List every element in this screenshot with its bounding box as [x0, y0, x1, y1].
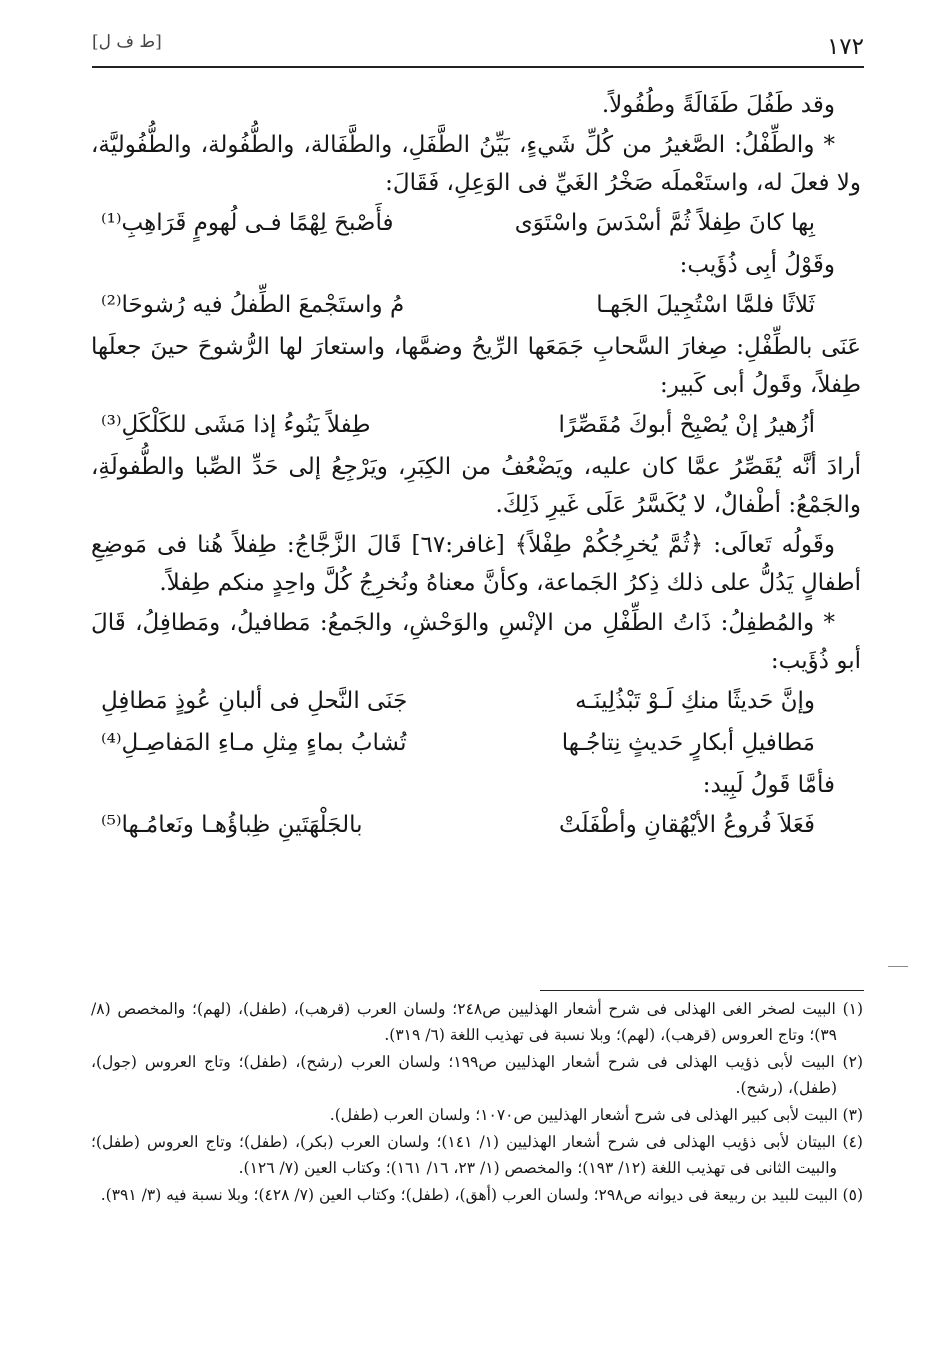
- paragraph: فأمَّا قَولُ لَبِيد:: [702, 772, 835, 798]
- hemistich-second: تُشابُ بماءٍ مِثلِ مـاءِ المَفاصِـلِ⁽⁴⁾: [101, 730, 407, 756]
- hemistich-first: بِها كانَ طِفلاً ثُمَّ أسْدَسَ واسْتَوَى: [514, 210, 815, 236]
- verse-line: [91, 204, 861, 242]
- footnote-rule: [540, 990, 864, 991]
- header-rule: [92, 66, 864, 68]
- hemistich-first: فَعَلاَ فُروعُ الأيْهُقانِ وأطْفَلَتْ: [559, 812, 815, 838]
- footnote: (٥) البيت للبيد بن ربيعة فى ديوانه ص٢٩٨؛ ولسان العرب (أهق)، (طفل)؛ وكتاب العين (٧/ ٤٢٨)؛ وبلا نسبة فيه (٣/ ٣٩١).: [100, 1186, 863, 1204]
- root-code: [ط ف ل]: [92, 32, 162, 52]
- footnote: (٤) البيتان لأبى ذؤيب الهذلى فى شرح أشعار الهذليين (١/ ١٤١)؛ ولسان العرب (بكر)، (طفل)؛ وتاج العروس (طفل)؛ والبيت الثانى فى تهذيب اللغة (١٢/ ١٩٣)؛ والمخصص (١/ ٢٣، ١٦/ ١٦١)؛ وكتاب العين (٧/ ١٢٦).: [91, 1133, 863, 1177]
- hemistich-second: طِفلاً يَنُوءُ إذا مَشَى للكَلْكَلِ⁽³⁾: [101, 412, 371, 438]
- hemistich-first: وإنَّ حَديثًا منكِ لَـوْ تَبْذُلِينَـه: [575, 688, 815, 714]
- hemistich-second: فأَصْبحَ لِهْمًا فـى لُهومٍ قَرَاهِبِ⁽¹⁾: [101, 210, 394, 236]
- paragraph: * والمُطفِلُ: ذَاتُ الطِّفْلِ من الإنْسِ والوَحْشِ، والجَمعُ: مَطافيلُ، ومَطافِلُ، قَالَ أبو ذُؤَيب:: [91, 610, 861, 674]
- verse-line: [91, 406, 861, 444]
- hemistich-second: بالجَلْهَتَينِ ظِباؤُهـا ونَعامُـها⁽⁵⁾: [101, 812, 363, 838]
- margin-mark: [888, 966, 908, 967]
- hemistich-first: أزُهيرُ إنْ يُصْبِحْ أبوكَ مُقَصِّرًا: [558, 412, 815, 438]
- page-number: ١٧٢: [826, 34, 864, 60]
- hemistich-first: ثَلاثًا فلمَّا اسْتُجِيلَ الجَهـا: [596, 292, 815, 318]
- verse-line: [91, 724, 861, 762]
- verse-line: [91, 806, 861, 844]
- paragraph: عَنَى بالطِّفْلِ: صِغارَ السَّحابِ جَمَعَها الرِّيحُ وضمَّها، واستعارَ لها الرُّشوحَ حينَ جعلَها طِفلاً، وقَولُ أبى كَبير:: [91, 334, 861, 398]
- footnote: (٣) البيت لأبى كبير الهذلى فى شرح أشعار الهذليين ص١٠٧٠؛ ولسان العرب (طفل).: [329, 1106, 863, 1124]
- main-text: [91, 86, 861, 848]
- verse-line: [91, 682, 861, 720]
- footnote: (١) البيت لصخر الغى الهذلى فى شرح أشعار الهذليين ص٢٤٨؛ ولسان العرب (قرهب)، (طفل)، (لهم)؛ والمخصص (٨/ ٣٩)؛ وتاج العروس (قرهب)، (لهم)؛ وبلا نسبة فى تهذيب اللغة (٦/ ٣١٩).: [91, 1000, 864, 1044]
- footnotes: [91, 996, 863, 1209]
- hemistich-first: مَطافيلِ أبكارٍ حَديثٍ نِتاجُـها: [561, 730, 815, 756]
- page-header: [92, 28, 864, 68]
- paragraph: * والطِّفْلُ: الصَّغيرُ من كُلِّ شَيءٍ، بَيِّنُ الطَّفَلِ، والطَّفَالة، والطُّفُولة، والطُّفُوليَّة، ولا فعلَ له، واستَعْملَه صَخْرُ الغَيِّ فى الوَعِلِ، فَقَالَ:: [91, 132, 861, 196]
- hemistich-second: مُ واستَجْمعَ الطِّفلُ فيه رُشوحَا⁽²⁾: [101, 292, 405, 318]
- paragraph: وقَولُه تَعالَى: ﴿ثُمَّ يُخرِجُكُمْ طِفْلاً﴾ [غافر:٦٧] قَالَ الزَّجَّاجُ: طِفلاً هُنا فى مَوضِعِ أطفالٍ يَدُلُّ على ذلك ذِكرُ الجَماعة، وكأنَّ معناهُ ونُخرِجُ كُلَّ واحِدٍ منكم طِفلاً.: [91, 532, 861, 596]
- paragraph: وقَوْلُ أبِى ذُؤَيب:: [679, 252, 835, 278]
- footnote: (٢) البيت لأبى ذؤيب الهذلى فى شرح أشعار الهذليين ص١٩٩؛ ولسان العرب (رشح)، (طفل)؛ وتاج العروس (جول)، (طفل)، (رشح).: [91, 1053, 863, 1097]
- paragraph: وقد طَفُلَ طَفَالَةً وطُفُولاً.: [601, 92, 835, 118]
- verse-line: [91, 286, 861, 324]
- hemistich-second: جَنَى النَّحلِ فى ألبانِ عُوذٍ مَطافِلِ: [101, 688, 408, 714]
- paragraph: أرادَ أنَّه يُقَصِّرُ عمَّا كان عليه، ويَضْعُفُ من الكِبَرِ، ويَرْجِعُ إلى حَدِّ الصِّبا والطُّفولَةِ، والجَمْعُ: أطْفالٌ، لا يُكَسَّرُ عَلَى غَيرِ ذَلِكَ.: [91, 454, 861, 518]
